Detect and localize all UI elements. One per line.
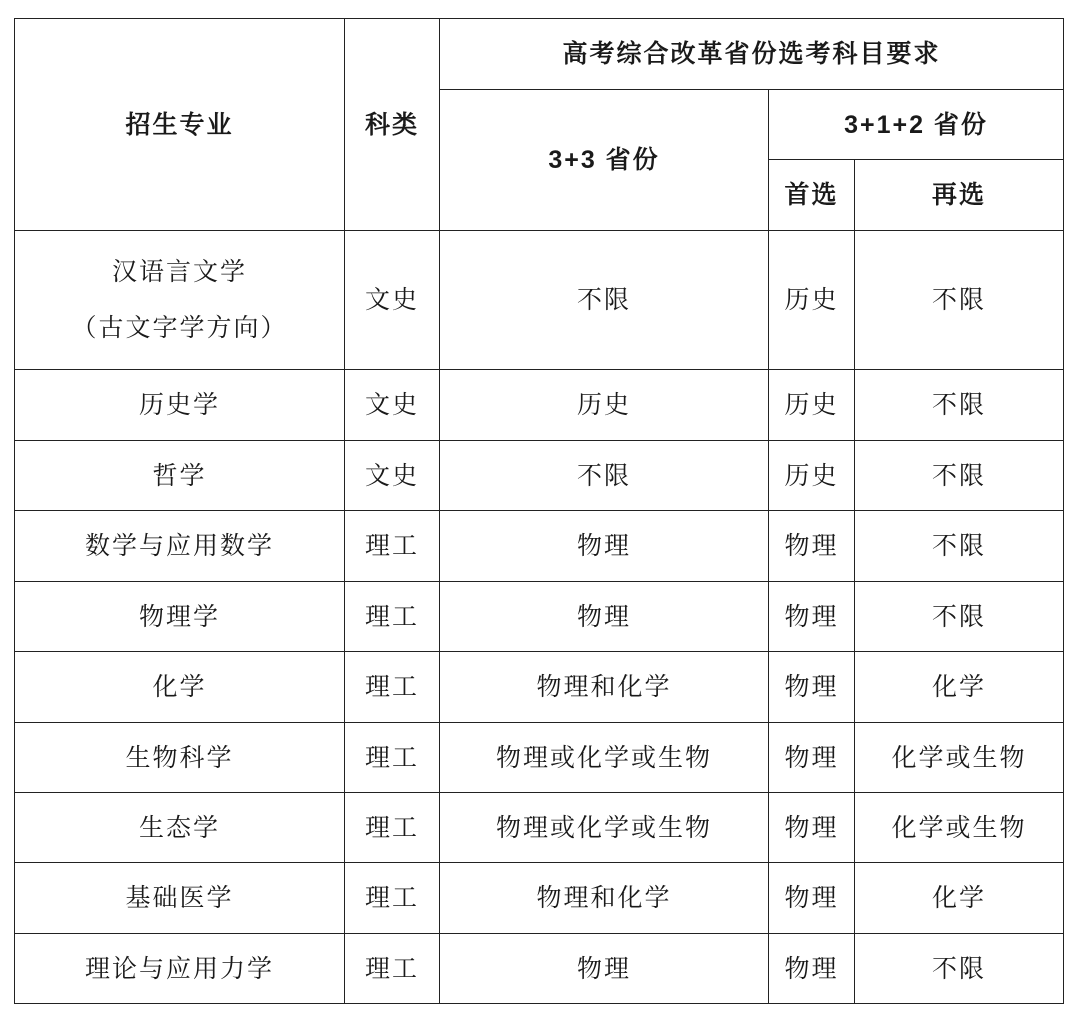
cell-first-choice: 物理 <box>769 511 855 582</box>
cell-major: 数学与应用数学 <box>15 511 345 582</box>
cell-major <box>15 231 345 370</box>
header-reform-provinces: 高考综合改革省份选考科目要求 <box>440 19 1064 90</box>
cell-major: 化学 <box>15 652 345 723</box>
cell-second-choice: 化学或生物 <box>855 723 1064 793</box>
header-first-choice: 首选 <box>769 160 855 231</box>
header-mode-3-3: 3+3 省份 <box>440 90 769 231</box>
cell-major: 历史学 <box>15 370 345 441</box>
cell-major: 物理学 <box>15 582 345 652</box>
cell-second-choice: 不限 <box>855 934 1064 1004</box>
table-row <box>15 511 1064 582</box>
header-major: 招生专业 <box>15 19 345 231</box>
table-row <box>15 441 1064 511</box>
cell-first-choice: 物理 <box>769 863 855 934</box>
cell-category: 理工 <box>345 934 440 1004</box>
cell-req-3-3: 物理或化学或生物 <box>440 793 769 863</box>
cell-first-choice: 历史 <box>769 441 855 511</box>
cell-category: 文史 <box>345 231 440 370</box>
cell-second-choice: 化学或生物 <box>855 793 1064 863</box>
cell-major: 哲学 <box>15 441 345 511</box>
cell-req-3-3: 历史 <box>440 370 769 441</box>
cell-req-3-3: 物理 <box>440 511 769 582</box>
cell-second-choice: 化学 <box>855 652 1064 723</box>
cell-req-3-3: 物理和化学 <box>440 652 769 723</box>
cell-first-choice: 物理 <box>769 652 855 723</box>
table-row <box>15 863 1064 934</box>
cell-major: 基础医学 <box>15 863 345 934</box>
cell-req-3-3: 物理 <box>440 582 769 652</box>
cell-req-3-3: 物理或化学或生物 <box>440 723 769 793</box>
cell-first-choice: 物理 <box>769 934 855 1004</box>
cell-first-choice: 物理 <box>769 582 855 652</box>
major-name: 汉语言文学 <box>111 257 247 286</box>
cell-first-choice: 物理 <box>769 723 855 793</box>
cell-second-choice: 不限 <box>855 511 1064 582</box>
table-row <box>15 793 1064 863</box>
table-row <box>15 231 1064 370</box>
table-row <box>15 582 1064 652</box>
cell-category: 理工 <box>345 511 440 582</box>
header-mode-3-1-2: 3+1+2 省份 <box>769 90 1064 160</box>
cell-category: 文史 <box>345 441 440 511</box>
cell-req-3-3: 物理 <box>440 934 769 1004</box>
cell-first-choice: 物理 <box>769 793 855 863</box>
header-row-1 <box>15 19 1064 90</box>
major-note: （古文字学方向） <box>71 313 288 342</box>
cell-second-choice: 不限 <box>855 441 1064 511</box>
cell-first-choice: 历史 <box>769 370 855 441</box>
cell-major: 生物科学 <box>15 723 345 793</box>
table-row <box>15 652 1064 723</box>
cell-second-choice: 不限 <box>855 582 1064 652</box>
cell-major: 生态学 <box>15 793 345 863</box>
table-row <box>15 723 1064 793</box>
cell-category: 理工 <box>345 723 440 793</box>
cell-req-3-3: 不限 <box>440 441 769 511</box>
cell-major: 理论与应用力学 <box>15 934 345 1004</box>
cell-category: 理工 <box>345 793 440 863</box>
cell-category: 理工 <box>345 863 440 934</box>
cell-second-choice: 不限 <box>855 231 1064 370</box>
cell-req-3-3: 物理和化学 <box>440 863 769 934</box>
cell-second-choice: 化学 <box>855 863 1064 934</box>
cell-category: 理工 <box>345 652 440 723</box>
cell-first-choice: 历史 <box>769 231 855 370</box>
subject-requirements-table <box>14 18 1064 1004</box>
table-row <box>15 934 1064 1004</box>
header-second-choice: 再选 <box>855 160 1064 231</box>
cell-category: 文史 <box>345 370 440 441</box>
cell-category: 理工 <box>345 582 440 652</box>
cell-req-3-3: 不限 <box>440 231 769 370</box>
cell-second-choice: 不限 <box>855 370 1064 441</box>
header-category: 科类 <box>345 19 440 231</box>
table-row <box>15 370 1064 441</box>
